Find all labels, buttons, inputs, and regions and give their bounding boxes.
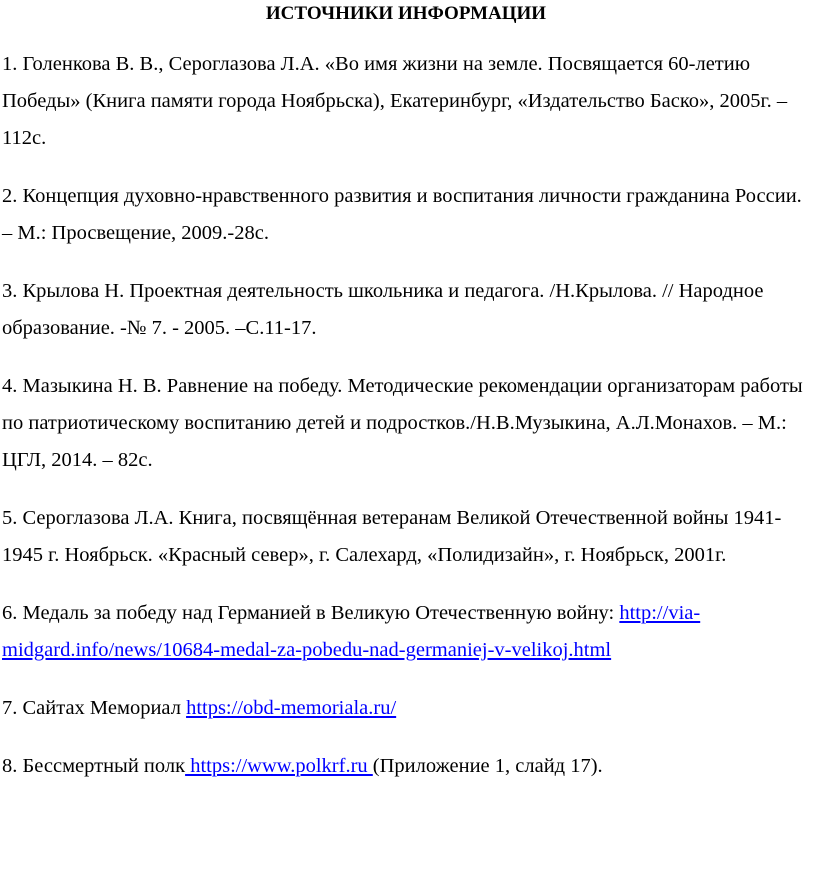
reference-6-text: 6. Медаль за победу над Германией в Великую Отечественную войну: [2, 602, 620, 624]
reference-item-3: 3. Крылова Н. Проектная деятельность школьника и педагога. /Н.Крылова. // Народное образование. -№ 7. - 2005. –С.11-17. [2, 280, 764, 339]
document-title: ИСТОЧНИКИ ИНФОРМАЦИИ [265, 3, 547, 24]
reference-8-link[interactable]: https://www.polkrf.ru [185, 755, 373, 777]
reference-8-text: 8. Бессмертный полк [2, 755, 186, 777]
reference-item-6 [2, 595, 810, 669]
reference-item-5: 5. Сероглазова Л.А. Книга, посвящённая ветеранам Великой Отечественной войны 1941-1945 г. Ноябрьск. «Красный север», г. Салехард, «Полидизайн», г. Ноябрьск, 2001г. [2, 507, 782, 566]
reference-7-link[interactable]: https://obd-memoriala.ru/ [186, 697, 397, 719]
reference-8-suffix: (Приложение 1, слайд 17). [372, 755, 603, 777]
reference-6-link[interactable]: http://via-midgard.info/news/10684-medal-za-pobedu-nad-germaniej-v-velikoj.html [2, 602, 701, 661]
reference-item-4: 4. Мазыкина Н. В. Равнение на победу. Методические рекомендации организаторам работы по патриотическому воспитанию детей и подростков./Н.В.Музыкина, А.Л.Монахов. – М.: ЦГЛ, 2014. – 82с. [2, 375, 803, 471]
references-list [2, 46, 810, 785]
reference-item-1: 1. Голенкова В. В., Сероглазова Л.А. «Во имя жизни на земле. Посвящается 60-летию Победы» (Книга памяти города Ноябрьска), Екатеринбург, «Издательство Баско», 2005г. – 112с. [2, 53, 788, 149]
reference-item-2: 2. Концепция духовно-нравственного развития и воспитания личности гражданина России. – М.: Просвещение, 2009.-28с. [2, 185, 802, 244]
reference-item-8 [2, 748, 810, 785]
reference-7-text: 7. Сайтах Мемориал [2, 697, 187, 719]
reference-item-7 [2, 690, 810, 727]
document-page [0, 3, 816, 878]
